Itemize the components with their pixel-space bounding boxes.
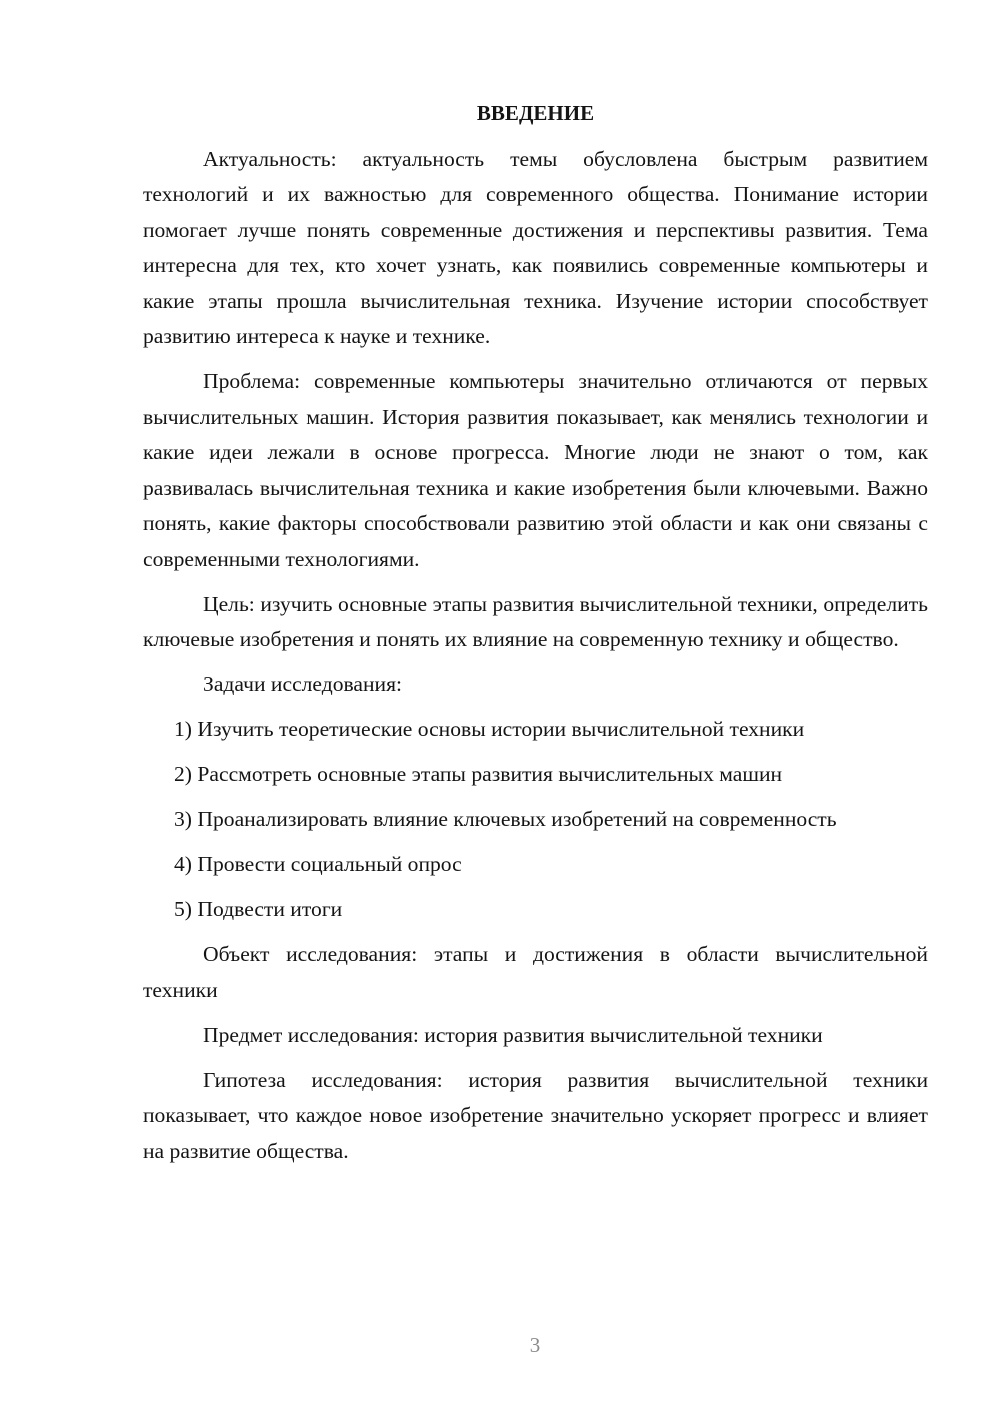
task-item-5: 5) Подвести итоги bbox=[174, 897, 343, 921]
paragraph-problem: Проблема: современные компьютеры значительно отличаются от первых вычислительных машин. История развития показывает, как менялись технологии и какие идеи лежали в основе прогресса. Многие люди не знают о том, как развивалась вычислительная техника и какие изобретения были ключевыми. Важно понять, какие факторы способствовали развитию этой области и как они связаны с современными технологиями. bbox=[143, 369, 928, 571]
paragraph-relevance: Актуальность: актуальность темы обусловлена быстрым развитием технологий и их важностью для современного общества. Понимание истории помогает лучше понять современные достижения и перспективы развития. Тема интересна для тех, кто хочет узнать, как появились современные компьютеры и какие этапы прошла вычислительная техника. Изучение истории способствует развитию интереса к науке и технике. bbox=[143, 146, 928, 348]
task-item-1: 1) Изучить теоретические основы истории вычислительной техники bbox=[174, 717, 805, 741]
tasks-title: Задачи исследования: bbox=[203, 672, 403, 696]
section-heading: ВВЕДЕНИЕ bbox=[476, 101, 595, 125]
task-item-3: 3) Проанализировать влияние ключевых изобретений на современность bbox=[174, 807, 837, 831]
page-content bbox=[143, 96, 928, 1179]
page-number: 3 bbox=[529, 1333, 541, 1357]
paragraph-goal: Цель: изучить основные этапы развития вычислительной техники, определить ключевые изобретения и понять их влияние на современную технику и общество. bbox=[143, 591, 928, 651]
task-item-2: 2) Рассмотреть основные этапы развития вычислительных машин bbox=[174, 762, 783, 786]
paragraph-object: Объект исследования: этапы и достижения в области вычислительной техники bbox=[143, 942, 928, 1002]
task-item-4: 4) Провести социальный опрос bbox=[174, 852, 462, 876]
paragraph-hypothesis: Гипотеза исследования: история развития вычислительной техники показывает, что каждое новое изобретение значительно ускоряет прогресс и влияет на развитие общества. bbox=[143, 1067, 928, 1163]
paragraph-subject: Предмет исследования: история развития вычислительной техники bbox=[203, 1022, 823, 1047]
